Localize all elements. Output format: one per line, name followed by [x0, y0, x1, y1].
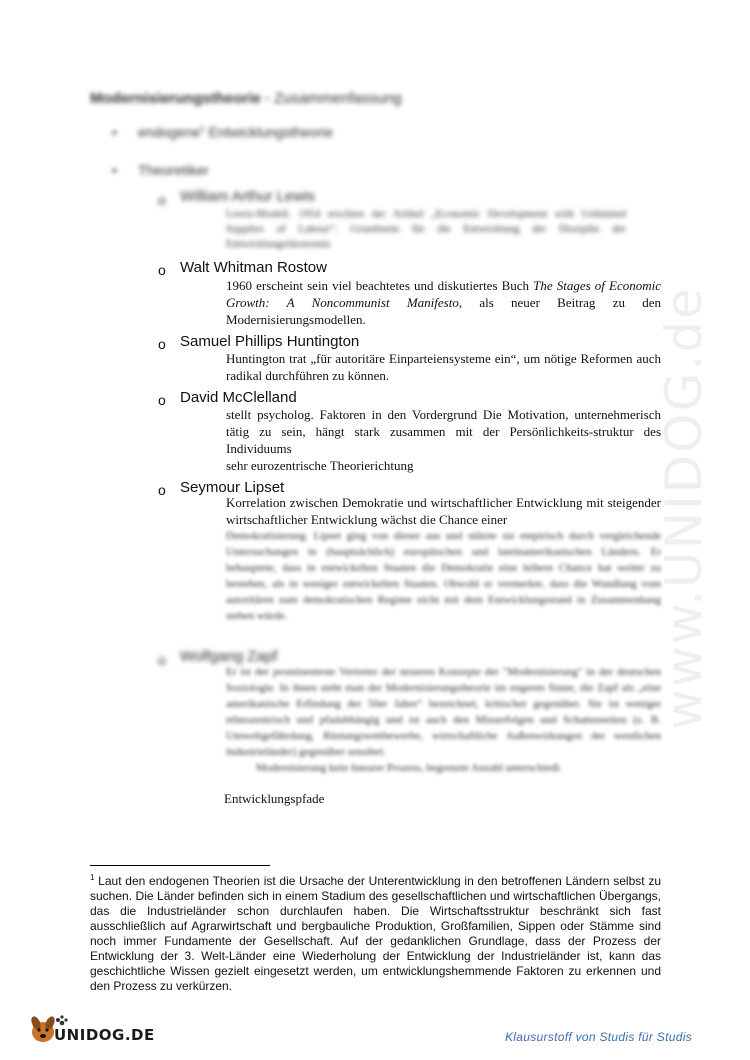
theorist-body-lipset: Korrelation zwischen Demokratie und wirtschaftlicher Entwicklung mit steigender wirtschaftlicher Entwicklung wächst die Chance einer	[226, 495, 661, 527]
bullet-endogene-text: endogene$^1$ Entwicklungstheorie	[138, 124, 334, 140]
bullet-theoretiker-text: Theoretiker	[138, 162, 209, 178]
sub-bullet-marker: o	[158, 192, 166, 208]
title-bold: Modernisierungstheorie	[90, 90, 261, 107]
footnote-text: Laut den endogenen Theorien ist die Ursache der Unterentwicklung in den betroffenen Ländern selbst zu suchen. Die Länder befinden sich in einem Stadium des gesellschaftlichen und wirtschaftlichen Übergangs, das die Industrieländer schon durchlaufen haben. Die Wirtschaftsstruktur beschränkt sich fast ausschließlich auf Agrarwirtschaft und bergbauliche Produktion, Großfamilien, Sippen oder Stämme sind noch immer Fundamente der Gesellschaft. Auf der gedanklichen Grundlage, dass der Prozess der Entwicklung der 3. Welt-Länder eine Wiederholung der Entwicklung der Industrieländer ist, kann das geschichtliche Wissen gezielt eingesetzt werden, um entwicklungshemmende Faktoren zu erkennen und den Prozess zu verkürzen.	[90, 874, 661, 993]
bullet-icon: •	[112, 124, 117, 140]
footnote-marker: 1	[90, 873, 95, 882]
sub-bullet-marker: o	[158, 482, 166, 498]
sub-bullet-marker: o	[158, 392, 166, 408]
theorist-name-rostow: Walt Whitman Rostow	[180, 259, 327, 276]
theorist-name-mcclelland: David McClelland	[180, 389, 297, 406]
sub-bullet-marker: o	[158, 336, 166, 352]
theorist-body-huntington: Huntington trat „für autoritäre Einparteiensysteme ein“, um nötige Reformen auch radikal durchführen zu können.	[226, 351, 661, 383]
theorist-name-huntington: Samuel Phillips Huntington	[180, 333, 360, 350]
tagline: Klausurstoff von Studis für Studis	[505, 1030, 692, 1044]
theorist-name-zapf: Wolfgang Zapf	[180, 648, 278, 665]
title-rest: - Zusammenfassung	[260, 90, 402, 107]
sub-bullet-marker: o	[158, 262, 166, 278]
theorist-body-zapf-clear: Entwicklungspfade	[224, 791, 325, 806]
footnote-divider	[90, 865, 270, 866]
document-title	[90, 90, 402, 107]
theorist-body-zapf-blurred: Er ist der prominenteste Vertreter der neueren Konzepte der "Modernisierung" in der deutschen Soziologie. In ihnen steht man der Modernisierungstheorie im engeren Sinne, die Zapf als „eine amerikanische Erfindung der 50er Jahre“ bezeichnet, kritischer gegenüber. Sie ist weniger ethnozentrisch und pfadabhängig und ist auch den Misserfolgen und Schattenseiten (z. B. Umweltgefährdung, Rüstungswettbewerbe, wirtschaftliche Außenwirkungen der westlichen Industrieländer) gegenüber sensibel. Modernisierung kein linearer Prozess, begrenzte Anzahl unterschiedl.	[226, 666, 661, 774]
theorist-body-mcclelland: stellt psycholog. Faktoren in den Vordergrund Die Motivation, unternehmerisch tätig zu sein, hängt stark zusammen mit der Persönlichkeits-struktur des Individuums sehr eurozentrische Theorierichtung	[226, 407, 661, 473]
footnote	[90, 870, 661, 994]
theorist-body-lewis: Lewis-Modell. 1954 erschien der Artikel „Economic Development with Unlimited Supplies of Labour“. Grundstein für die Entwicklung der Disziplin der Entwicklungsökonomie	[226, 208, 626, 250]
bullet-icon: •	[112, 162, 117, 178]
watermark: www.UNIDOG.de	[655, 286, 713, 730]
theorist-name-lipset: Seymour Lipset	[180, 479, 285, 496]
theorist-body-rostow: 1960 erscheint sein viel beachtetes und diskutiertes Buch The Stages of Economic Growth: A Noncommunist Manifesto, als neuer Beitrag zu den Modernisierungsmodellen.	[226, 278, 661, 327]
sub-bullet-marker: o	[158, 652, 166, 668]
theorist-name-lewis: William Arthur Lewis	[180, 188, 316, 205]
logo-text: UNIDOG.DE	[54, 1026, 155, 1044]
theorist-body-lipset-blurred: Demokratisierung. Lipset ging von dieser aus und stützte sie empirisch durch vergleichende Untersuchungen in (hauptsächlich) europäischen und lateinamerikanischen Ländern. Er behauptete, dass in entwickelten Staaten die Demokratie eine höhere Chance hat weiter zu bestehen, als in weniger entwickelten Staaten. Obwohl er vermerkte, dass die Wandlung vom autoritären zum demokratischen Regime nicht mit dem Entwicklungsstand in Zusammenhang stehen würde.	[226, 530, 661, 622]
